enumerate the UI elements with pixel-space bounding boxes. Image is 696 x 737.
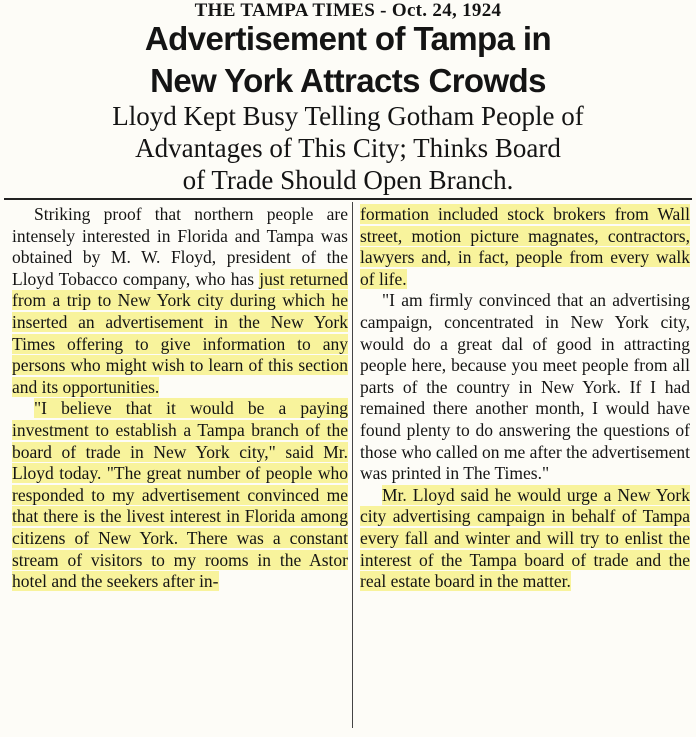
headline-line-2: New York Attracts Crowds [150, 62, 546, 99]
article-column-left [12, 204, 348, 593]
paragraph-5-highlighted: Mr. Lloyd said he would urge a New York city advertising campaign in behalf of Tampa every fall and winter and will try to enlist the interest of the Tampa board of trade and the real estate board in the matter. [360, 484, 690, 592]
paragraph-1-plain: Striking proof that northern people are intensely interested in Florida and Tampa was obtained by M. W. Floyd, president of the Lloyd Tobacco company, who has [12, 204, 348, 289]
headline [0, 18, 696, 102]
paragraph-2 [12, 398, 348, 592]
paragraph-3 [360, 204, 690, 290]
column-divider [352, 202, 353, 728]
subhead-line-2: Advantages of This City; Thinks Board [135, 133, 561, 163]
paragraph-2-highlighted: "I believe that it would be a paying investment to establish a Tampa branch of the board of trade in New York city," said Mr. Lloyd today. "The great number of people who responded to my advertisement convinced me that there is the livest interest in Florida among citizens of New York. There was a constant stream of visitors to my rooms in the Astor hotel and the seekers after in- [12, 398, 348, 592]
paragraph-1-highlighted: just returned from a trip to New York city during which he inserted an advertisement in the New York Times offering to give information to any persons who might wish to learn of this section and its opportunities. [12, 268, 349, 397]
paragraph-1 [12, 204, 348, 398]
article-column-right [360, 204, 690, 593]
paragraph-4-text: "I am firmly convinced that an advertising campaign, concentrated in New York city, would do a great dal of good in attracting people here, because you meet people from all parts of the country in New York. If I had remained there another month, I would have found plenty to do answering the questions of those who called on me after the advertisement was printed in The Times." [360, 290, 690, 484]
subhead-line-3: of Trade Should Open Branch. [182, 165, 514, 195]
dateline: THE TAMPA TIMES - Oct. 24, 1924 [194, 0, 502, 21]
paragraph-4 [360, 290, 690, 484]
paragraph-3-highlighted: formation included stock brokers from Wall street, motion picture magnates, contractors, lawyers and, in fact, people from every walk of life. [360, 204, 690, 289]
headline-rule [4, 198, 692, 200]
paragraph-5 [360, 485, 690, 593]
headline-line-1: Advertisement of Tampa in [144, 20, 552, 57]
subhead-line-1: Lloyd Kept Busy Telling Gotham People of [112, 101, 584, 131]
subheadline [0, 100, 696, 196]
